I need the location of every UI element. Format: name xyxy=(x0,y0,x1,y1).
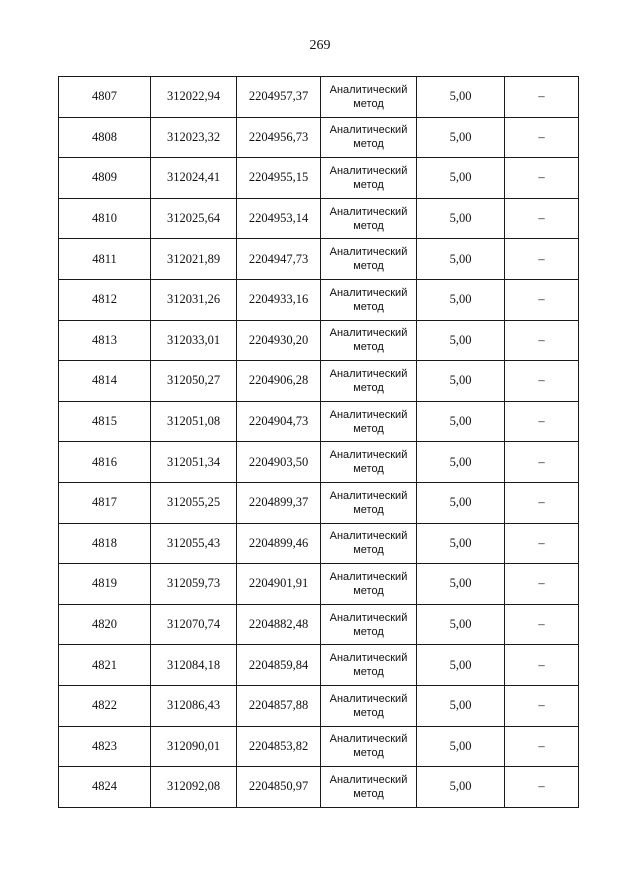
x-coordinate-cell: 312051,34 xyxy=(151,442,237,483)
x-coordinate-cell: 312024,41 xyxy=(151,158,237,199)
point-number-cell: 4812 xyxy=(59,279,151,320)
method-line-1: Аналитический xyxy=(329,489,408,502)
note-cell: – xyxy=(505,279,579,320)
x-coordinate-cell: 312051,08 xyxy=(151,401,237,442)
point-number-cell: 4810 xyxy=(59,198,151,239)
y-coordinate-cell: 2204882,48 xyxy=(237,604,321,645)
point-number-cell: 4820 xyxy=(59,604,151,645)
error-cell: 5,00 xyxy=(417,482,505,523)
note-cell: – xyxy=(505,523,579,564)
method-line-1: Аналитический xyxy=(329,124,408,137)
y-coordinate-cell: 2204857,88 xyxy=(237,685,321,726)
x-coordinate-cell: 312025,64 xyxy=(151,198,237,239)
note-cell: – xyxy=(505,239,579,280)
method-cell xyxy=(321,198,417,239)
method-line-2: метод xyxy=(353,706,384,719)
method-line-1: Аналитический xyxy=(329,327,408,340)
error-cell: 5,00 xyxy=(417,564,505,605)
point-number-cell: 4811 xyxy=(59,239,151,280)
x-coordinate-cell: 312090,01 xyxy=(151,726,237,767)
table-row xyxy=(59,604,579,645)
error-cell: 5,00 xyxy=(417,604,505,645)
table-row xyxy=(59,645,579,686)
x-coordinate-cell: 312055,43 xyxy=(151,523,237,564)
note-cell: – xyxy=(505,604,579,645)
table-row xyxy=(59,523,579,564)
y-coordinate-cell: 2204933,16 xyxy=(237,279,321,320)
error-cell: 5,00 xyxy=(417,401,505,442)
note-cell: – xyxy=(505,442,579,483)
point-number-cell: 4823 xyxy=(59,726,151,767)
method-line-1: Аналитический xyxy=(329,570,408,583)
method-line-2: метод xyxy=(353,787,384,800)
y-coordinate-cell: 2204930,20 xyxy=(237,320,321,361)
note-cell: – xyxy=(505,645,579,686)
x-coordinate-cell: 312059,73 xyxy=(151,564,237,605)
point-number-cell: 4818 xyxy=(59,523,151,564)
point-number-cell: 4809 xyxy=(59,158,151,199)
error-cell: 5,00 xyxy=(417,645,505,686)
error-cell: 5,00 xyxy=(417,361,505,402)
table-row xyxy=(59,442,579,483)
note-cell: – xyxy=(505,482,579,523)
point-number-cell: 4814 xyxy=(59,361,151,402)
method-line-2: метод xyxy=(353,463,384,476)
note-cell: – xyxy=(505,77,579,118)
method-cell xyxy=(321,767,417,808)
method-line-2: метод xyxy=(353,178,384,191)
y-coordinate-cell: 2204850,97 xyxy=(237,767,321,808)
error-cell: 5,00 xyxy=(417,77,505,118)
method-line-1: Аналитический xyxy=(329,286,408,299)
method-cell xyxy=(321,117,417,158)
y-coordinate-cell: 2204906,28 xyxy=(237,361,321,402)
x-coordinate-cell: 312086,43 xyxy=(151,685,237,726)
table-row xyxy=(59,239,579,280)
y-coordinate-cell: 2204859,84 xyxy=(237,645,321,686)
method-line-1: Аналитический xyxy=(329,773,408,786)
method-cell xyxy=(321,604,417,645)
coordinates-table xyxy=(58,76,579,808)
table-row xyxy=(59,198,579,239)
y-coordinate-cell: 2204957,37 xyxy=(237,77,321,118)
error-cell: 5,00 xyxy=(417,523,505,564)
point-number-cell: 4813 xyxy=(59,320,151,361)
point-number-cell: 4808 xyxy=(59,117,151,158)
method-cell xyxy=(321,77,417,118)
note-cell: – xyxy=(505,158,579,199)
point-number-cell: 4822 xyxy=(59,685,151,726)
y-coordinate-cell: 2204903,50 xyxy=(237,442,321,483)
point-number-cell: 4807 xyxy=(59,77,151,118)
y-coordinate-cell: 2204947,73 xyxy=(237,239,321,280)
x-coordinate-cell: 312050,27 xyxy=(151,361,237,402)
x-coordinate-cell: 312070,74 xyxy=(151,604,237,645)
method-line-1: Аналитический xyxy=(329,246,408,259)
error-cell: 5,00 xyxy=(417,117,505,158)
method-line-2: метод xyxy=(353,584,384,597)
error-cell: 5,00 xyxy=(417,685,505,726)
table-row xyxy=(59,726,579,767)
method-line-2: метод xyxy=(353,341,384,354)
error-cell: 5,00 xyxy=(417,320,505,361)
y-coordinate-cell: 2204899,46 xyxy=(237,523,321,564)
table-row xyxy=(59,279,579,320)
method-line-2: метод xyxy=(353,97,384,110)
method-line-1: Аналитический xyxy=(329,205,408,218)
method-cell xyxy=(321,685,417,726)
x-coordinate-cell: 312031,26 xyxy=(151,279,237,320)
y-coordinate-cell: 2204955,15 xyxy=(237,158,321,199)
x-coordinate-cell: 312022,94 xyxy=(151,77,237,118)
method-line-1: Аналитический xyxy=(329,611,408,624)
method-line-1: Аналитический xyxy=(329,408,408,421)
error-cell: 5,00 xyxy=(417,239,505,280)
method-cell xyxy=(321,361,417,402)
method-line-1: Аналитический xyxy=(329,692,408,705)
error-cell: 5,00 xyxy=(417,442,505,483)
method-cell xyxy=(321,320,417,361)
x-coordinate-cell: 312021,89 xyxy=(151,239,237,280)
point-number-cell: 4816 xyxy=(59,442,151,483)
method-cell xyxy=(321,564,417,605)
coordinates-table-body xyxy=(59,77,579,808)
note-cell: – xyxy=(505,401,579,442)
table-row xyxy=(59,401,579,442)
table-row xyxy=(59,117,579,158)
method-line-2: метод xyxy=(353,381,384,394)
method-line-2: метод xyxy=(353,219,384,232)
method-line-2: метод xyxy=(353,260,384,273)
method-line-1: Аналитический xyxy=(329,449,408,462)
method-cell xyxy=(321,442,417,483)
error-cell: 5,00 xyxy=(417,279,505,320)
note-cell: – xyxy=(505,320,579,361)
method-cell xyxy=(321,482,417,523)
method-cell xyxy=(321,158,417,199)
method-line-1: Аналитический xyxy=(329,530,408,543)
note-cell: – xyxy=(505,198,579,239)
method-cell xyxy=(321,523,417,564)
y-coordinate-cell: 2204853,82 xyxy=(237,726,321,767)
note-cell: – xyxy=(505,685,579,726)
method-line-2: метод xyxy=(353,300,384,313)
point-number-cell: 4817 xyxy=(59,482,151,523)
table-row xyxy=(59,564,579,605)
method-line-1: Аналитический xyxy=(329,367,408,380)
y-coordinate-cell: 2204956,73 xyxy=(237,117,321,158)
method-line-2: метод xyxy=(353,503,384,516)
point-number-cell: 4821 xyxy=(59,645,151,686)
table-row xyxy=(59,158,579,199)
table-row xyxy=(59,320,579,361)
note-cell: – xyxy=(505,117,579,158)
table-row xyxy=(59,482,579,523)
point-number-cell: 4824 xyxy=(59,767,151,808)
y-coordinate-cell: 2204953,14 xyxy=(237,198,321,239)
method-cell xyxy=(321,279,417,320)
y-coordinate-cell: 2204899,37 xyxy=(237,482,321,523)
table-row xyxy=(59,767,579,808)
error-cell: 5,00 xyxy=(417,726,505,767)
x-coordinate-cell: 312055,25 xyxy=(151,482,237,523)
note-cell: – xyxy=(505,726,579,767)
x-coordinate-cell: 312023,32 xyxy=(151,117,237,158)
x-coordinate-cell: 312092,08 xyxy=(151,767,237,808)
note-cell: – xyxy=(505,361,579,402)
method-line-1: Аналитический xyxy=(329,652,408,665)
method-cell xyxy=(321,239,417,280)
method-cell xyxy=(321,401,417,442)
method-cell xyxy=(321,726,417,767)
method-line-1: Аналитический xyxy=(329,164,408,177)
method-line-1: Аналитический xyxy=(329,733,408,746)
method-line-2: метод xyxy=(353,138,384,151)
error-cell: 5,00 xyxy=(417,767,505,808)
method-line-2: метод xyxy=(353,666,384,679)
x-coordinate-cell: 312084,18 xyxy=(151,645,237,686)
error-cell: 5,00 xyxy=(417,158,505,199)
point-number-cell: 4819 xyxy=(59,564,151,605)
page-number: 269 xyxy=(309,38,331,53)
method-line-2: метод xyxy=(353,625,384,638)
table-row xyxy=(59,361,579,402)
point-number-cell: 4815 xyxy=(59,401,151,442)
x-coordinate-cell: 312033,01 xyxy=(151,320,237,361)
method-line-1: Аналитический xyxy=(329,83,408,96)
method-line-2: метод xyxy=(353,544,384,557)
note-cell: – xyxy=(505,767,579,808)
y-coordinate-cell: 2204901,91 xyxy=(237,564,321,605)
note-cell: – xyxy=(505,564,579,605)
method-line-2: метод xyxy=(353,422,384,435)
method-line-2: метод xyxy=(353,747,384,760)
y-coordinate-cell: 2204904,73 xyxy=(237,401,321,442)
table-row xyxy=(59,685,579,726)
method-cell xyxy=(321,645,417,686)
error-cell: 5,00 xyxy=(417,198,505,239)
table-row xyxy=(59,77,579,118)
